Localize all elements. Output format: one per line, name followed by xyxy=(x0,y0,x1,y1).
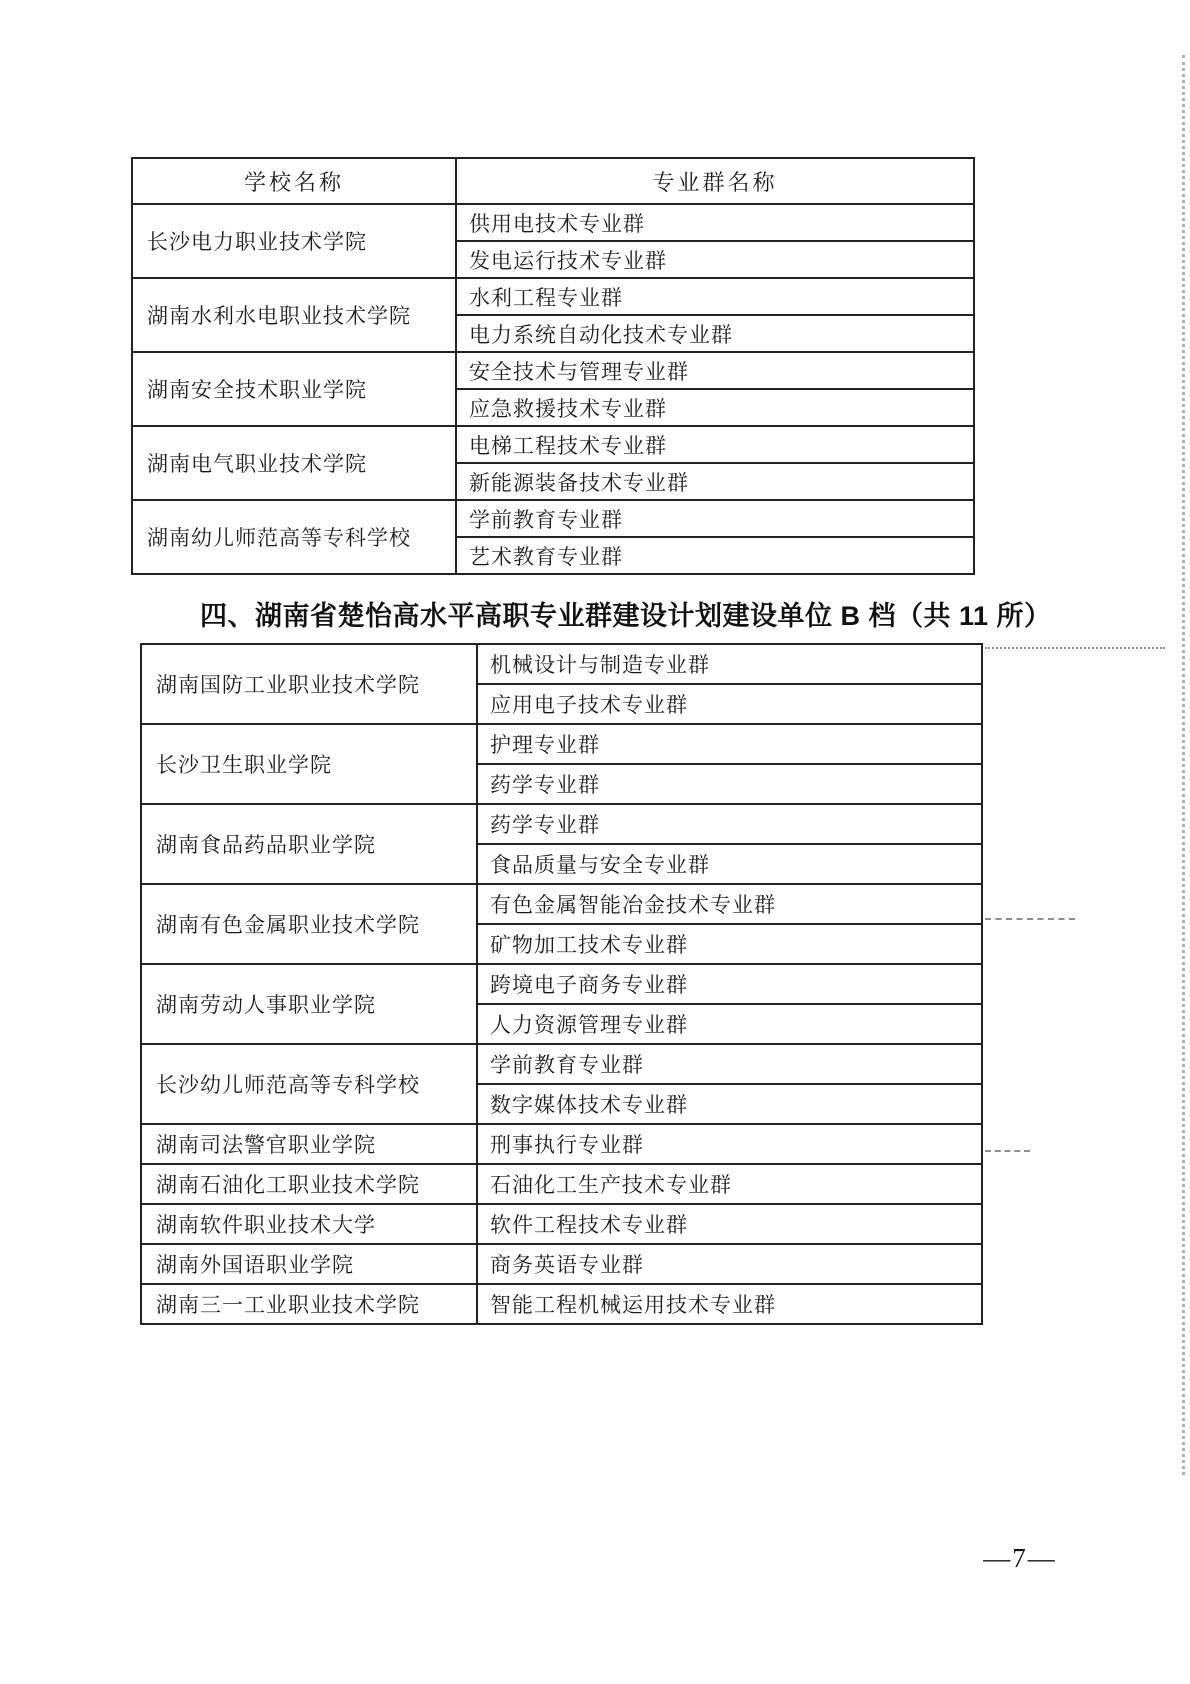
table-row xyxy=(132,500,974,537)
group-name-cell: 新能源装备技术专业群 xyxy=(456,463,974,500)
group-name-cell: 商务英语专业群 xyxy=(477,1244,982,1284)
school-name-cell: 湖南石油化工职业技术学院 xyxy=(141,1164,477,1204)
column-header-group-name: 专业群名称 xyxy=(456,158,974,204)
scan-artifact-line xyxy=(985,1150,1030,1152)
table-section-b xyxy=(140,643,983,1325)
school-name-cell: 湖南有色金属职业技术学院 xyxy=(141,884,477,964)
group-name-cell: 跨境电子商务专业群 xyxy=(477,964,982,1004)
section-heading: 四、湖南省楚怡高水平高职专业群建设计划建设单位 B 档（共 11 所） xyxy=(200,601,1052,631)
group-name-cell: 机械设计与制造专业群 xyxy=(477,644,982,684)
table-row xyxy=(141,884,982,924)
scan-artifact-line xyxy=(985,918,1075,920)
table-row xyxy=(141,804,982,844)
group-name-cell: 矿物加工技术专业群 xyxy=(477,924,982,964)
school-name-cell: 长沙电力职业技术学院 xyxy=(132,204,456,278)
school-name-cell: 长沙幼儿师范高等专科学校 xyxy=(141,1044,477,1124)
group-name-cell: 刑事执行专业群 xyxy=(477,1124,982,1164)
table-row xyxy=(141,1244,982,1284)
group-name-cell: 药学专业群 xyxy=(477,804,982,844)
group-name-cell: 有色金属智能冶金技术专业群 xyxy=(477,884,982,924)
scan-artifact-line xyxy=(985,647,1165,649)
table-row xyxy=(132,204,974,241)
table-row xyxy=(132,426,974,463)
group-name-cell: 人力资源管理专业群 xyxy=(477,1004,982,1044)
group-name-cell: 软件工程技术专业群 xyxy=(477,1204,982,1244)
school-name-cell: 湖南幼儿师范高等专科学校 xyxy=(132,500,456,574)
group-name-cell: 安全技术与管理专业群 xyxy=(456,352,974,389)
table-b-body xyxy=(141,644,982,1324)
group-name-cell: 学前教育专业群 xyxy=(456,500,974,537)
group-name-cell: 应用电子技术专业群 xyxy=(477,684,982,724)
group-name-cell: 应急救援技术专业群 xyxy=(456,389,974,426)
table-row xyxy=(141,964,982,1004)
school-name-cell: 湖南劳动人事职业学院 xyxy=(141,964,477,1044)
table-a-body xyxy=(132,204,974,574)
table-a-header xyxy=(132,158,974,204)
page-number: —7— xyxy=(983,1543,1057,1573)
table-section-a xyxy=(131,157,975,575)
table-row xyxy=(141,1164,982,1204)
group-name-cell: 发电运行技术专业群 xyxy=(456,241,974,278)
school-name-cell: 湖南软件职业技术大学 xyxy=(141,1204,477,1244)
group-name-cell: 艺术教育专业群 xyxy=(456,537,974,574)
table-row xyxy=(141,1284,982,1324)
table-row xyxy=(141,644,982,684)
group-name-cell: 药学专业群 xyxy=(477,764,982,804)
group-name-cell: 电梯工程技术专业群 xyxy=(456,426,974,463)
school-name-cell: 湖南安全技术职业学院 xyxy=(132,352,456,426)
table-row xyxy=(141,1044,982,1084)
table-header-row xyxy=(132,158,974,204)
table-row xyxy=(141,724,982,764)
school-name-cell: 湖南电气职业技术学院 xyxy=(132,426,456,500)
table-row xyxy=(141,1204,982,1244)
group-name-cell: 食品质量与安全专业群 xyxy=(477,844,982,884)
school-name-cell: 长沙卫生职业学院 xyxy=(141,724,477,804)
group-name-cell: 数字媒体技术专业群 xyxy=(477,1084,982,1124)
table-row xyxy=(132,278,974,315)
table-row xyxy=(132,352,974,389)
group-name-cell: 智能工程机械运用技术专业群 xyxy=(477,1284,982,1324)
school-name-cell: 湖南外国语职业学院 xyxy=(141,1244,477,1284)
school-name-cell: 湖南三一工业职业技术学院 xyxy=(141,1284,477,1324)
school-name-cell: 湖南司法警官职业学院 xyxy=(141,1124,477,1164)
column-header-school-name: 学校名称 xyxy=(132,158,456,204)
school-name-cell: 湖南食品药品职业学院 xyxy=(141,804,477,884)
scan-artifact-right-edge xyxy=(1182,55,1185,1475)
table-row xyxy=(141,1124,982,1164)
group-name-cell: 护理专业群 xyxy=(477,724,982,764)
group-name-cell: 供用电技术专业群 xyxy=(456,204,974,241)
school-name-cell: 湖南国防工业职业技术学院 xyxy=(141,644,477,724)
school-name-cell: 湖南水利水电职业技术学院 xyxy=(132,278,456,352)
group-name-cell: 学前教育专业群 xyxy=(477,1044,982,1084)
group-name-cell: 石油化工生产技术专业群 xyxy=(477,1164,982,1204)
group-name-cell: 电力系统自动化技术专业群 xyxy=(456,315,974,352)
group-name-cell: 水利工程专业群 xyxy=(456,278,974,315)
